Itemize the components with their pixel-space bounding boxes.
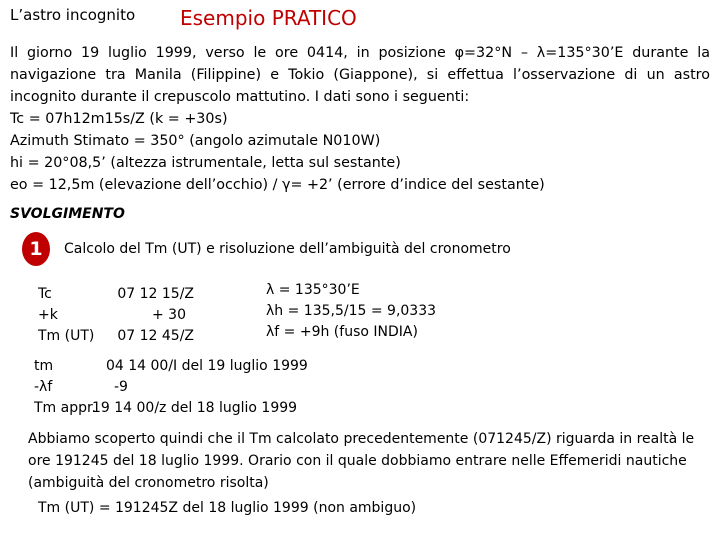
calc-labels-tc [38,284,94,347]
calc-value: 04 14 00/I del 19 luglio 1999 [106,358,308,374]
data-line-azimuth: Azimuth Stimato = 350° (angolo azimutale N010W) [10,133,381,149]
calc-label: Tm appr. [34,400,96,416]
longitude-line: λh = 135,5/15 = 9,0333 [266,303,437,319]
section-heading: SVOLGIMENTO [10,206,125,222]
problem-paragraph: Il giorno 19 luglio 1999, verso le ore 0414, in posizione φ=32°N – λ=135°30’E durante la navigazione tra Manila (Filippine) e Tokio (Giappone), si effettua l’osservazione di un astro incognito durante il crepuscolo mattutino. I dati sono i seguenti: [10,45,710,105]
step-number-badge: 1 [22,232,50,266]
slide-title: Esempio PRATICO [180,6,357,30]
calc-label: -λf [34,379,53,395]
calc-value: 07 12 15/Z [117,286,194,302]
calc-labels-tm [34,356,96,419]
longitude-line: λf = +9h (fuso INDIA) [266,324,418,340]
calc-label: tm [34,358,54,374]
calc-label: +k [38,307,58,323]
calc-value: 07 12 45/Z [117,328,194,344]
data-line-eo: eo = 12,5m (elevazione dell’occhio) / γ= +2’ (errore d’indice del sestante) [10,177,545,193]
calc-label: Tc [38,286,52,302]
calc-value: + 30 [152,307,186,323]
data-line-hi: hi = 20°08,5’ (altezza istrumentale, letta sul sestante) [10,155,401,171]
slide-subtitle: L’astro incognito [10,6,136,24]
step-title: Calcolo del Tm (UT) e risoluzione dell’ambiguità del cronometro [64,241,511,257]
calc-values-tc [108,284,194,347]
calc-values-tm [92,356,308,419]
final-result: Tm (UT) = 191245Z del 18 luglio 1999 (non ambiguo) [38,500,417,516]
calc-value: -9 [114,379,128,395]
conclusion-text: Abbiamo scoperto quindi che il Tm calcolato precedentemente (071245/Z) riguarda in realtà le ore 191245 del 18 luglio 1999. Orario con il quale dobbiamo entrare nelle Effemeridi nautiche (ambiguità del cronometro risolta) [28,431,695,491]
calc-value: 19 14 00/z del 18 luglio 1999 [92,400,298,416]
longitude-line: λ = 135°30’E [266,282,360,298]
longitude-calc [266,280,436,343]
problem-statement [10,42,710,196]
calc-label: Tm (UT) [38,328,95,344]
data-line-tc: Tc = 07h12m15s/Z (k = +30s) [10,111,228,127]
